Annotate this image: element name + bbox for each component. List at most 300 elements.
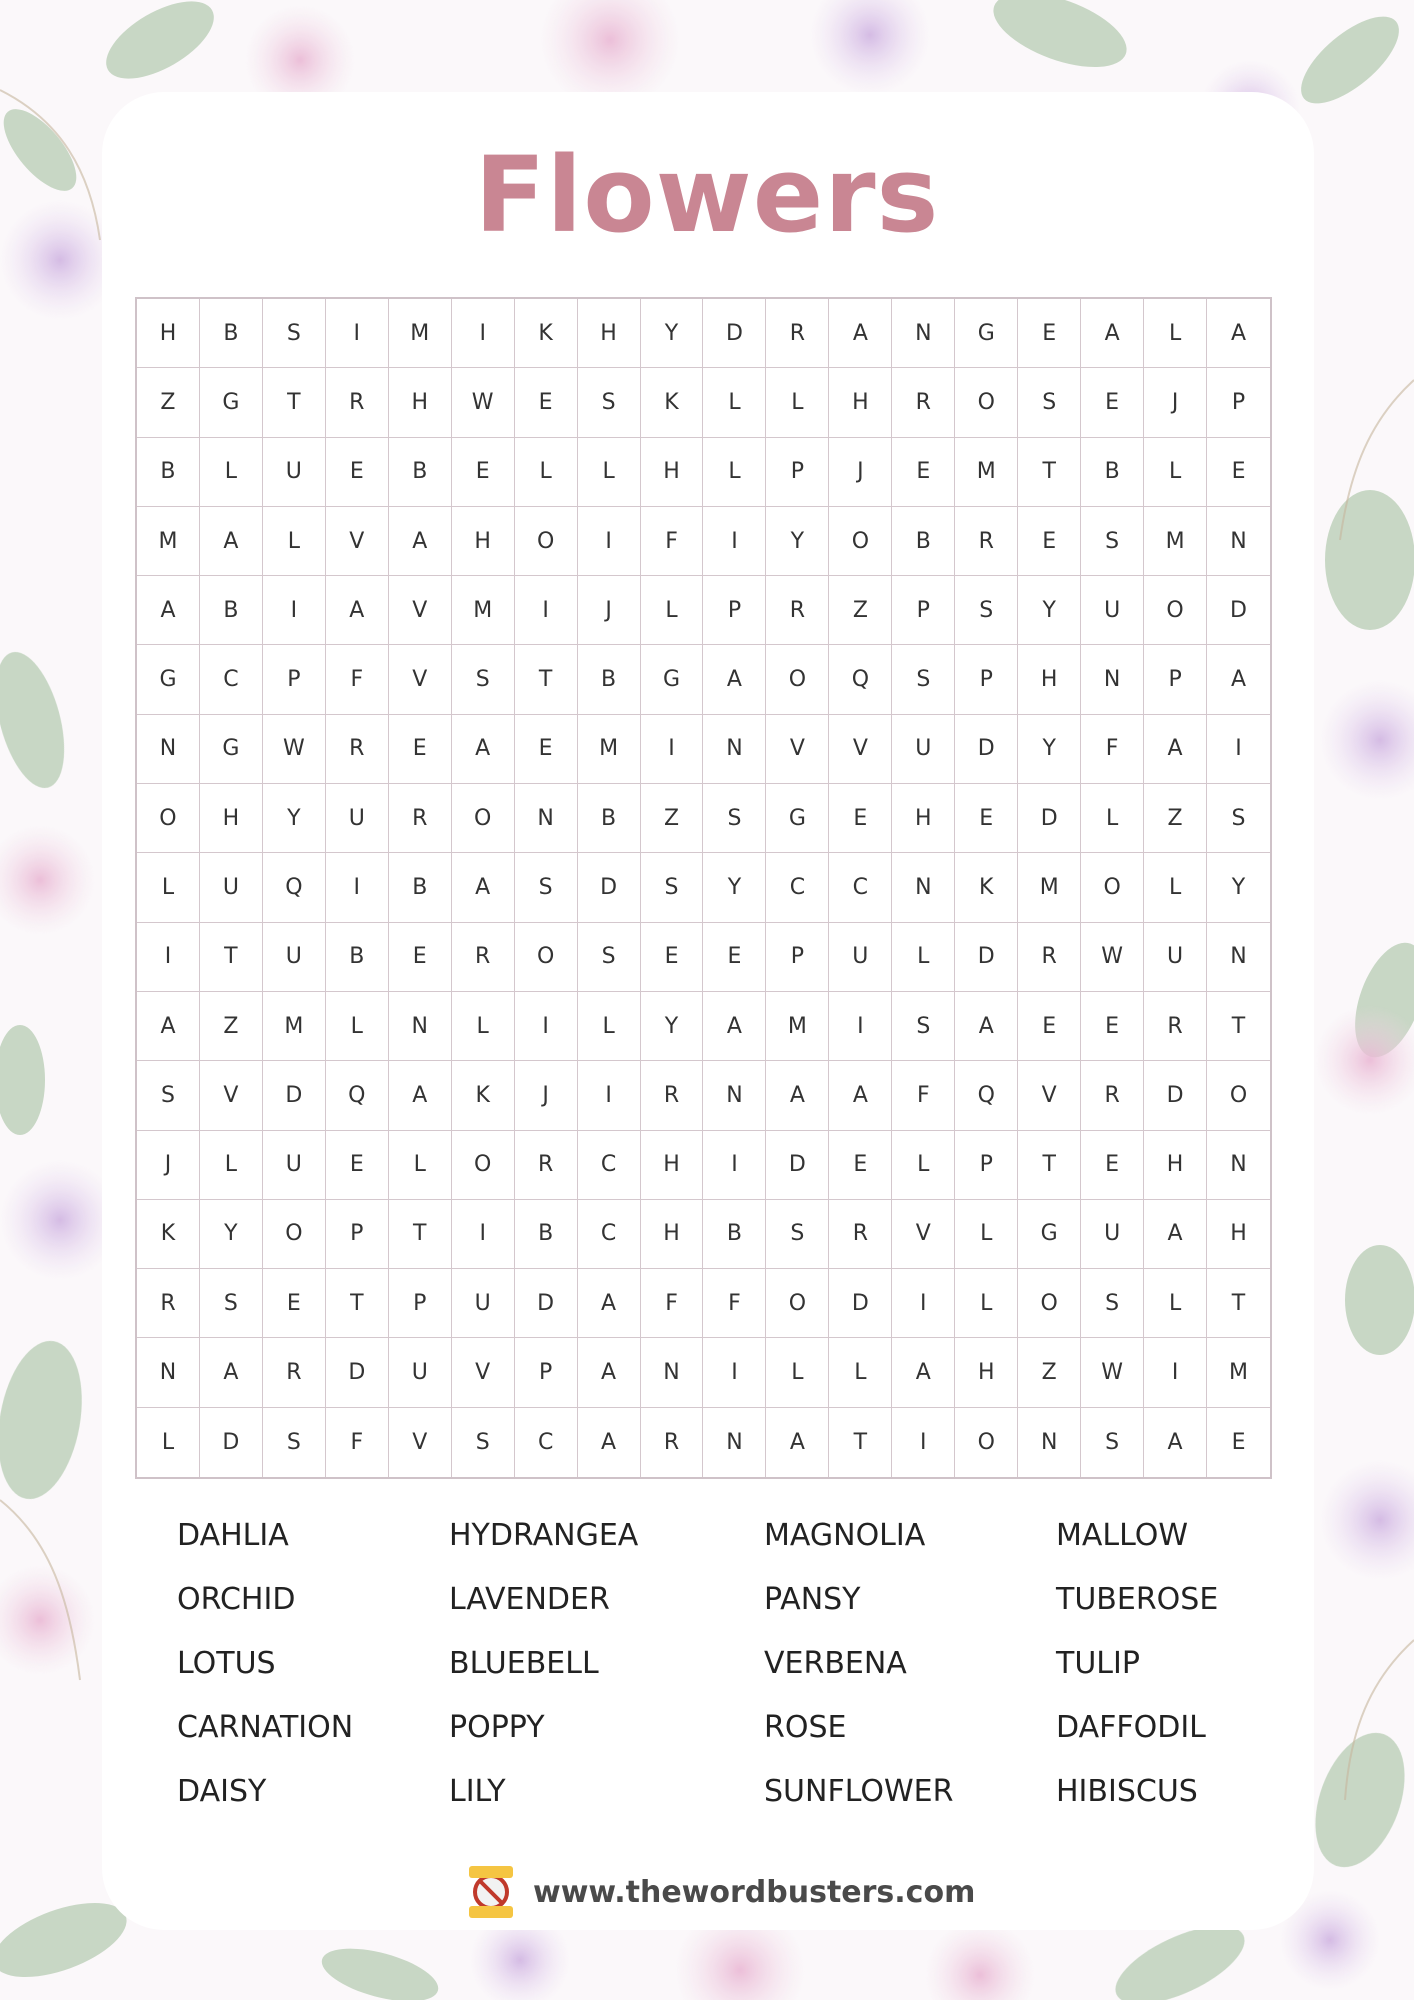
grid-cell: I (703, 1338, 766, 1407)
grid-cell: S (515, 853, 578, 922)
grid-cell: E (1081, 1131, 1144, 1200)
grid-cell: L (1144, 299, 1207, 368)
grid-cell: G (137, 645, 200, 714)
grid-cell: E (326, 438, 389, 507)
grid-cell: G (1018, 1200, 1081, 1269)
grid-cell: P (389, 1269, 452, 1338)
grid-cell: I (641, 715, 704, 784)
grid-cell: D (515, 1269, 578, 1338)
grid-cell: M (137, 507, 200, 576)
grid-cell: O (1018, 1269, 1081, 1338)
grid-cell: G (766, 784, 829, 853)
grid-cell: O (955, 368, 1018, 437)
grid-cell: L (452, 992, 515, 1061)
grid-cell: N (1018, 1408, 1081, 1477)
grid-cell: L (955, 1269, 1018, 1338)
grid-cell: L (263, 507, 326, 576)
grid-cell: B (137, 438, 200, 507)
grid-cell: A (1144, 715, 1207, 784)
word-list-item: DAHLIA (177, 1518, 289, 1553)
website-url[interactable]: www.thewordbusters.com (533, 1874, 976, 1910)
grid-cell: Q (829, 645, 892, 714)
site-footer (463, 1862, 975, 1922)
grid-cell: L (892, 923, 955, 992)
grid-cell: S (263, 299, 326, 368)
grid-cell: P (326, 1200, 389, 1269)
grid-cell: W (1081, 923, 1144, 992)
grid-cell: O (137, 784, 200, 853)
grid-cell: V (452, 1338, 515, 1407)
grid-cell: E (641, 923, 704, 992)
grid-cell: B (892, 507, 955, 576)
grid-cell: C (766, 853, 829, 922)
grid-cell: H (641, 1131, 704, 1200)
grid-cell: T (389, 1200, 452, 1269)
grid-cell: S (766, 1200, 829, 1269)
grid-cell: U (1144, 923, 1207, 992)
grid-cell: K (137, 1200, 200, 1269)
grid-cell: U (829, 923, 892, 992)
grid-cell: A (1081, 299, 1144, 368)
grid-cell: A (137, 576, 200, 645)
grid-cell: R (1081, 1061, 1144, 1130)
grid-cell: L (1081, 784, 1144, 853)
grid-cell: D (1207, 576, 1270, 645)
grid-cell: O (452, 784, 515, 853)
grid-cell: I (326, 299, 389, 368)
grid-cell: A (200, 507, 263, 576)
grid-cell: I (1207, 715, 1270, 784)
grid-cell: J (137, 1131, 200, 1200)
grid-cell: T (326, 1269, 389, 1338)
grid-cell: S (1081, 1269, 1144, 1338)
grid-cell: H (892, 784, 955, 853)
grid-cell: A (1207, 299, 1270, 368)
grid-cell: E (1207, 438, 1270, 507)
grid-cell: E (452, 438, 515, 507)
grid-cell: E (389, 923, 452, 992)
grid-cell: R (389, 784, 452, 853)
grid-cell: G (200, 368, 263, 437)
grid-cell: P (955, 1131, 1018, 1200)
grid-cell: R (452, 923, 515, 992)
grid-cell: O (1081, 853, 1144, 922)
grid-cell: N (892, 853, 955, 922)
grid-cell: L (200, 438, 263, 507)
grid-cell: J (515, 1061, 578, 1130)
grid-cell: L (137, 1408, 200, 1477)
grid-cell: F (641, 507, 704, 576)
word-list-item: TULIP (1056, 1646, 1140, 1681)
grid-cell: R (766, 299, 829, 368)
grid-cell: M (1207, 1338, 1270, 1407)
grid-cell: C (578, 1131, 641, 1200)
grid-cell: Z (641, 784, 704, 853)
grid-cell: G (200, 715, 263, 784)
grid-cell: P (703, 576, 766, 645)
grid-cell: L (1144, 853, 1207, 922)
grid-cell: A (829, 1061, 892, 1130)
grid-cell: T (1018, 1131, 1081, 1200)
grid-cell: N (1207, 507, 1270, 576)
grid-cell: Y (200, 1200, 263, 1269)
grid-cell: T (829, 1408, 892, 1477)
grid-cell: N (515, 784, 578, 853)
grid-cell: A (766, 1408, 829, 1477)
grid-cell: J (1144, 368, 1207, 437)
grid-cell: A (326, 576, 389, 645)
grid-cell: Y (641, 299, 704, 368)
grid-cell: A (389, 1061, 452, 1130)
grid-cell: L (766, 1338, 829, 1407)
grid-cell: O (829, 507, 892, 576)
grid-cell: H (1144, 1131, 1207, 1200)
grid-cell: H (1018, 645, 1081, 714)
grid-cell: M (955, 438, 1018, 507)
grid-cell: H (955, 1338, 1018, 1407)
grid-cell: L (955, 1200, 1018, 1269)
grid-cell: O (955, 1408, 1018, 1477)
grid-cell: O (766, 645, 829, 714)
grid-cell: O (515, 923, 578, 992)
grid-cell: B (200, 576, 263, 645)
grid-cell: B (1081, 438, 1144, 507)
grid-cell: V (766, 715, 829, 784)
word-list-item: LAVENDER (449, 1582, 610, 1617)
grid-cell: N (892, 299, 955, 368)
grid-cell: E (1081, 368, 1144, 437)
grid-cell: S (452, 645, 515, 714)
word-search-grid (135, 297, 1272, 1479)
grid-cell: D (263, 1061, 326, 1130)
grid-cell: F (1081, 715, 1144, 784)
grid-cell: B (703, 1200, 766, 1269)
grid-cell: H (641, 438, 704, 507)
grid-cell: I (703, 507, 766, 576)
grid-cell: I (263, 576, 326, 645)
grid-cell: D (1144, 1061, 1207, 1130)
grid-cell: Q (263, 853, 326, 922)
grid-cell: S (892, 645, 955, 714)
grid-cell: Q (326, 1061, 389, 1130)
word-list-item: POPPY (449, 1710, 545, 1745)
grid-cell: Y (1018, 576, 1081, 645)
grid-cell: L (515, 438, 578, 507)
grid-cell: V (389, 576, 452, 645)
grid-cell: F (892, 1061, 955, 1130)
grid-cell: E (515, 715, 578, 784)
grid-cell: N (703, 1061, 766, 1130)
grid-cell: V (1018, 1061, 1081, 1130)
grid-cell: Z (1144, 784, 1207, 853)
grid-cell: E (1018, 507, 1081, 576)
grid-cell: D (326, 1338, 389, 1407)
grid-cell: A (137, 992, 200, 1061)
grid-cell: E (1018, 992, 1081, 1061)
grid-cell: I (578, 507, 641, 576)
grid-cell: Q (955, 1061, 1018, 1130)
grid-cell: M (1018, 853, 1081, 922)
grid-cell: L (389, 1131, 452, 1200)
grid-cell: M (578, 715, 641, 784)
grid-cell: R (263, 1338, 326, 1407)
grid-cell: D (703, 299, 766, 368)
grid-cell: V (200, 1061, 263, 1130)
grid-cell: E (829, 784, 892, 853)
word-list-item: SUNFLOWER (764, 1774, 954, 1809)
grid-cell: N (1207, 1131, 1270, 1200)
grid-cell: A (892, 1338, 955, 1407)
grid-cell: T (1207, 1269, 1270, 1338)
grid-cell: R (1144, 992, 1207, 1061)
grid-cell: F (641, 1269, 704, 1338)
grid-cell: A (955, 992, 1018, 1061)
grid-cell: A (1207, 645, 1270, 714)
word-list-item: LOTUS (177, 1646, 276, 1681)
grid-cell: A (452, 715, 515, 784)
grid-cell: A (578, 1408, 641, 1477)
grid-cell: D (829, 1269, 892, 1338)
grid-cell: A (200, 1338, 263, 1407)
grid-cell: D (766, 1131, 829, 1200)
grid-cell: S (452, 1408, 515, 1477)
grid-cell: S (137, 1061, 200, 1130)
word-list-item: DAISY (177, 1774, 267, 1809)
grid-cell: A (452, 853, 515, 922)
grid-cell: O (515, 507, 578, 576)
grid-cell: O (263, 1200, 326, 1269)
word-list-item: PANSY (764, 1582, 861, 1617)
grid-cell: T (263, 368, 326, 437)
grid-cell: D (200, 1408, 263, 1477)
grid-cell: L (641, 576, 704, 645)
grid-cell: V (326, 507, 389, 576)
grid-cell: C (829, 853, 892, 922)
grid-cell: L (137, 853, 200, 922)
grid-cell: Y (703, 853, 766, 922)
grid-cell: U (326, 784, 389, 853)
grid-cell: P (263, 645, 326, 714)
grid-cell: L (326, 992, 389, 1061)
grid-cell: S (263, 1408, 326, 1477)
grid-cell: Z (137, 368, 200, 437)
grid-cell: C (515, 1408, 578, 1477)
grid-cell: U (452, 1269, 515, 1338)
grid-cell: S (1207, 784, 1270, 853)
grid-cell: E (703, 923, 766, 992)
grid-cell: Z (200, 992, 263, 1061)
grid-cell: A (829, 299, 892, 368)
grid-cell: U (1081, 1200, 1144, 1269)
grid-cell: Y (263, 784, 326, 853)
grid-cell: A (1144, 1408, 1207, 1477)
grid-cell: N (641, 1338, 704, 1407)
grid-cell: S (892, 992, 955, 1061)
grid-cell: B (389, 853, 452, 922)
grid-cell: I (1144, 1338, 1207, 1407)
grid-cell: S (578, 923, 641, 992)
grid-cell: D (1018, 784, 1081, 853)
grid-cell: B (326, 923, 389, 992)
grid-cell: S (641, 853, 704, 922)
grid-cell: I (892, 1408, 955, 1477)
grid-cell: I (829, 992, 892, 1061)
grid-cell: R (892, 368, 955, 437)
grid-cell: F (326, 645, 389, 714)
grid-cell: S (703, 784, 766, 853)
grid-cell: Z (1018, 1338, 1081, 1407)
grid-cell: H (389, 368, 452, 437)
grid-cell: S (1018, 368, 1081, 437)
grid-cell: R (641, 1408, 704, 1477)
word-list-item: HYDRANGEA (449, 1518, 639, 1553)
grid-cell: I (892, 1269, 955, 1338)
grid-cell: I (515, 992, 578, 1061)
grid-cell: D (955, 923, 1018, 992)
grid-cell: T (515, 645, 578, 714)
grid-cell: E (1081, 992, 1144, 1061)
grid-cell: A (703, 992, 766, 1061)
grid-cell: Y (766, 507, 829, 576)
word-list-item: MALLOW (1056, 1518, 1189, 1553)
grid-cell: R (326, 715, 389, 784)
grid-cell: P (892, 576, 955, 645)
grid-cell: H (641, 1200, 704, 1269)
wordbusters-logo-icon (463, 1862, 519, 1922)
grid-cell: S (200, 1269, 263, 1338)
grid-cell: A (578, 1269, 641, 1338)
grid-cell: U (263, 438, 326, 507)
grid-cell: A (1144, 1200, 1207, 1269)
grid-cell: T (1018, 438, 1081, 507)
grid-cell: U (200, 853, 263, 922)
grid-cell: K (955, 853, 1018, 922)
grid-cell: P (1207, 368, 1270, 437)
grid-cell: Y (1207, 853, 1270, 922)
grid-cell: E (892, 438, 955, 507)
grid-cell: R (326, 368, 389, 437)
grid-cell: O (1144, 576, 1207, 645)
grid-cell: B (578, 645, 641, 714)
grid-cell: D (955, 715, 1018, 784)
word-list-item: ORCHID (177, 1582, 296, 1617)
word-list-item: LILY (449, 1774, 506, 1809)
grid-cell: E (389, 715, 452, 784)
grid-cell: C (578, 1200, 641, 1269)
grid-cell: J (578, 576, 641, 645)
grid-cell: Z (829, 576, 892, 645)
grid-cell: P (515, 1338, 578, 1407)
grid-cell: N (389, 992, 452, 1061)
grid-cell: O (452, 1131, 515, 1200)
grid-cell: E (515, 368, 578, 437)
word-list-item: TUBEROSE (1056, 1582, 1219, 1617)
grid-cell: N (137, 715, 200, 784)
grid-cell: S (1081, 507, 1144, 576)
grid-cell: G (641, 645, 704, 714)
grid-cell: R (955, 507, 1018, 576)
grid-cell: K (641, 368, 704, 437)
grid-cell: I (452, 1200, 515, 1269)
grid-cell: E (1231, 1429, 1246, 1455)
grid-cell: U (892, 715, 955, 784)
grid-cell: N (703, 1408, 766, 1477)
grid-cell: M (766, 992, 829, 1061)
grid-cell: K (515, 299, 578, 368)
grid-cell: H (200, 784, 263, 853)
grid-cell: K (452, 1061, 515, 1130)
grid-cell: S (955, 576, 1018, 645)
grid-cell: P (766, 438, 829, 507)
grid-cell: U (389, 1338, 452, 1407)
word-list-item: DAFFODIL (1056, 1710, 1206, 1745)
grid-cell: E (955, 784, 1018, 853)
grid-cell: L (766, 368, 829, 437)
grid-cell: E (829, 1131, 892, 1200)
grid-cell: L (892, 1131, 955, 1200)
grid-cell: N (137, 1338, 200, 1407)
grid-cell: M (1144, 507, 1207, 576)
grid-cell: O (1207, 1061, 1270, 1130)
grid-cell: I (578, 1061, 641, 1130)
grid-cell: B (515, 1200, 578, 1269)
grid-cell: I (515, 576, 578, 645)
grid-cell: V (389, 645, 452, 714)
grid-cell: T (1207, 992, 1270, 1061)
grid-cell: R (766, 576, 829, 645)
grid-cell: A (766, 1061, 829, 1130)
grid-cell: M (452, 576, 515, 645)
grid-cell: N (703, 715, 766, 784)
grid-cell: E (326, 1131, 389, 1200)
grid-cell: R (641, 1061, 704, 1130)
word-list-item: CARNATION (177, 1710, 354, 1745)
grid-cell: L (703, 368, 766, 437)
grid-cell: E (263, 1269, 326, 1338)
grid-cell: E (1018, 299, 1081, 368)
grid-cell: L (200, 1131, 263, 1200)
grid-cell: W (1081, 1338, 1144, 1407)
grid-cell: O (766, 1269, 829, 1338)
grid-cell: M (389, 299, 452, 368)
grid-cell: I (452, 299, 515, 368)
grid-cell: U (263, 1131, 326, 1200)
grid-cell: U (263, 923, 326, 992)
grid-cell: V (892, 1200, 955, 1269)
grid-cell: D (578, 853, 641, 922)
grid-cell: A (703, 645, 766, 714)
grid-cell: I (703, 1131, 766, 1200)
grid-cell: B (389, 438, 452, 507)
word-list-item: MAGNOLIA (764, 1518, 926, 1553)
grid-cell: L (1144, 1269, 1207, 1338)
grid-cell: P (955, 645, 1018, 714)
grid-cell: I (326, 853, 389, 922)
grid-cell: S (1081, 1408, 1144, 1477)
grid-cell: L (829, 1338, 892, 1407)
grid-cell: J (829, 438, 892, 507)
word-list-item: HIBISCUS (1056, 1774, 1198, 1809)
grid-cell: Y (1018, 715, 1081, 784)
word-list-item: ROSE (764, 1710, 847, 1745)
grid-cell: W (452, 368, 515, 437)
grid-cell: N (1207, 923, 1270, 992)
grid-cell: I (137, 923, 200, 992)
grid-cell: R (829, 1200, 892, 1269)
grid-cell: V (389, 1408, 452, 1477)
grid-cell: F (703, 1269, 766, 1338)
grid-cell: B (200, 299, 263, 368)
